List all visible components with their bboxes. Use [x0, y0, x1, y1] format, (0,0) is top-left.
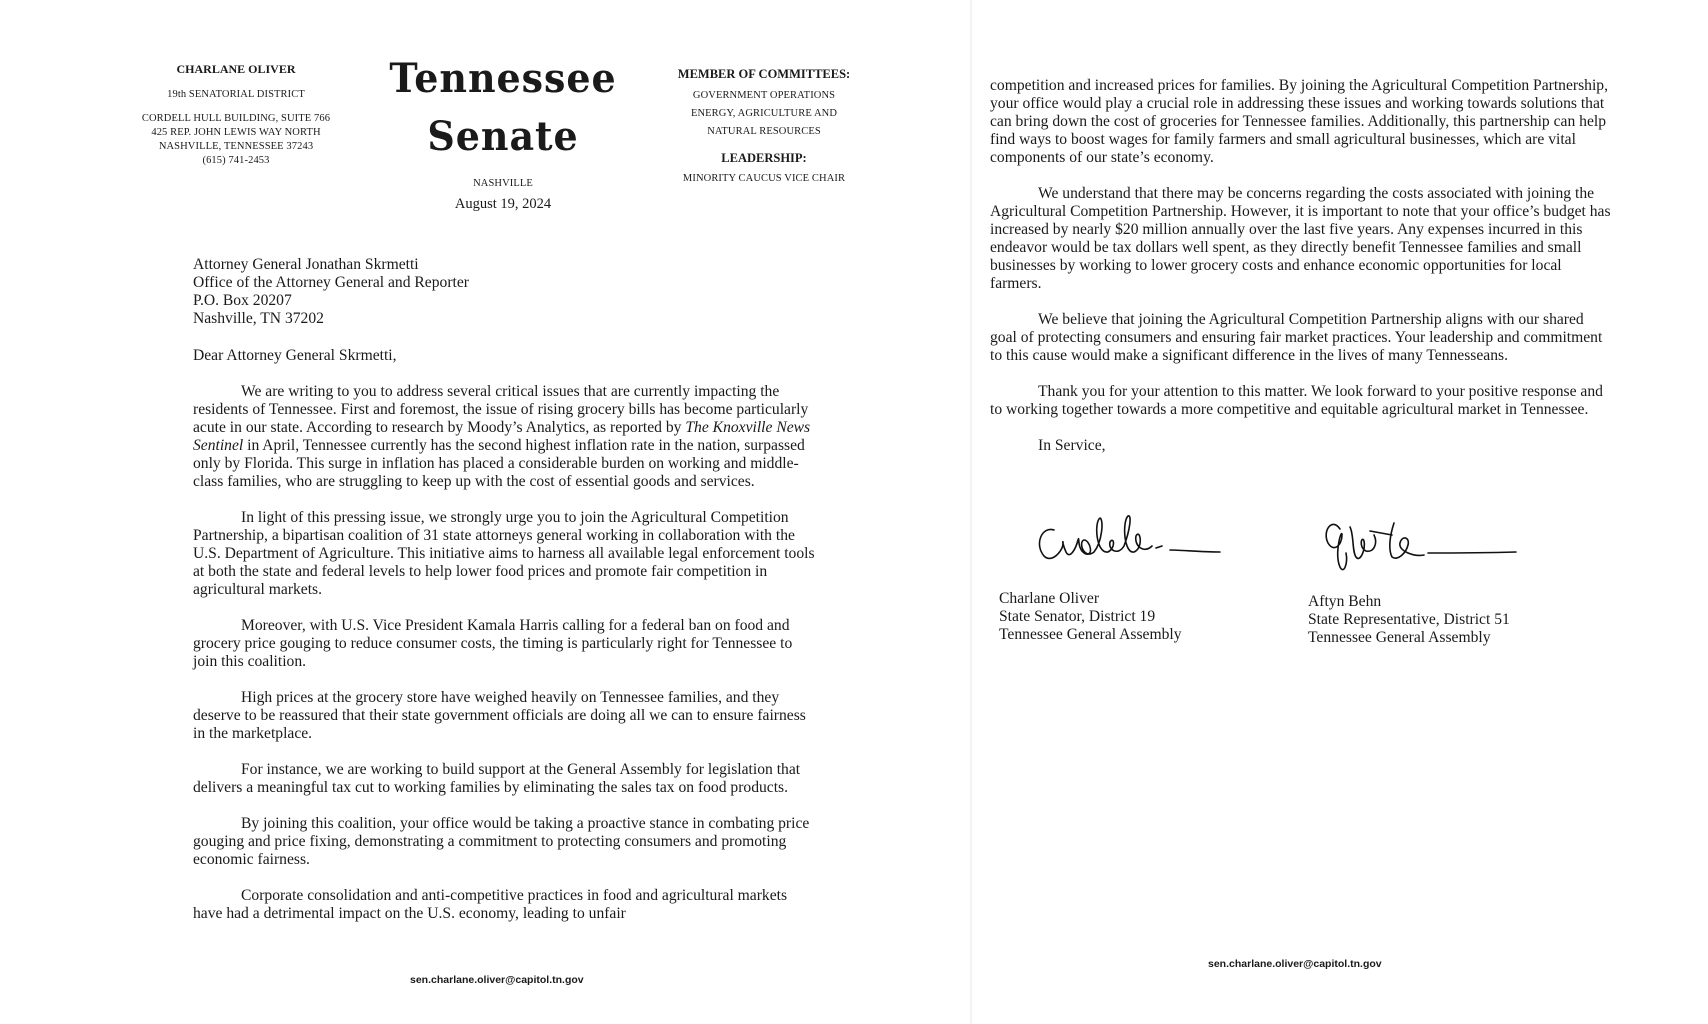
- recipient-line: Office of the Attorney General and Reporter: [193, 274, 469, 291]
- body-paragraph: Moreover, with U.S. Vice President Kamala Harris calling for a federal ban on food and grocery price gouging to reduce consumer costs, the timing is particularly right for Tennessee to join this coalition.: [193, 617, 793, 670]
- closing: In Service,: [1038, 437, 1106, 454]
- signer-org: Tennessee General Assembly: [1308, 629, 1491, 646]
- address-line: CORDELL HULL BUILDING, SUITE 766: [141, 113, 331, 124]
- senate-masthead: [374, 50, 632, 213]
- masthead-city: NASHVILLE: [473, 178, 533, 189]
- committee-block: [650, 67, 878, 186]
- signer-block-behn: [1308, 593, 1588, 647]
- recipient-line: P.O. Box 20207: [193, 292, 292, 309]
- letter-body-page-1: [193, 347, 815, 923]
- office-address: [120, 112, 352, 168]
- footer-email: sen.charlane.oliver@capitol.tn.gov: [1208, 958, 1382, 970]
- body-paragraph: We are writing to you to address several critical issues that are currently impacting the residents of Tennessee. First and foremost, the issue of rising grocery bills has become particularly acute in our state. According to research by Moody’s Analytics, as reported by The Knoxville News Sentinel in April, Tennessee currently has the second highest inflation rate in the nation, surpassed only by Florida. This surge in inflation has placed a considerable burden on working and middle-class families, who are struggling to keep up with the cost of essential goods and services.: [193, 383, 811, 490]
- signer-block-oliver: [999, 590, 1259, 644]
- signer-title: State Senator, District 19: [999, 608, 1156, 625]
- body-paragraph: Corporate consolidation and anti-competitive practices in food and agricultural markets have had a detrimental impact on the U.S. economy, leading to unfair: [193, 887, 788, 922]
- body-paragraph: By joining this coalition, your office would be taking a proactive stance in combating price gouging and price fixing, demonstrating a commitment to protecting consumers and promoting economic fairness.: [193, 815, 810, 868]
- signer-title: State Representative, District 51: [1308, 611, 1510, 628]
- continued-paragraph: competition and increased prices for families. By joining the Agricultural Competition Partnership, your office would play a crucial role in addressing these issues and working towards solutions that can bring down the cost of groceries for Tennessee families. Additionally, this partnership can help find ways to boost wages for family farmers and small agricultural businesses, which are vital components of our state’s economy.: [990, 77, 1608, 166]
- body-paragraph: In light of this pressing issue, we strongly urge you to join the Agricultural Competition Partnership, a bipartisan coalition of 31 state attorneys general working in collaboration with the U.S. Department of Agriculture. This initiative aims to harness all available legal enforcement tools at both the state and federal levels to help lower food prices and promote fair competition in agricultural markets.: [193, 509, 815, 598]
- signer-name: Charlane Oliver: [999, 590, 1100, 607]
- committee-line: NATURAL RESOURCES: [707, 126, 821, 137]
- masthead-senate: Senate: [427, 113, 579, 160]
- recipient-address: [193, 256, 813, 328]
- committee-line: GOVERNMENT OPERATIONS: [692, 90, 836, 101]
- address-line: 425 REP. JOHN LEWIS WAY NORTH: [151, 127, 321, 138]
- signer-name: Aftyn Behn: [1308, 593, 1382, 610]
- signature-charlane-oliver: [1032, 500, 1222, 572]
- body-paragraph: High prices at the grocery store have weighed heavily on Tennessee families, and they deserve to be reassured that their state government officials are doing all we can to ensure fairness in the marketplace.: [193, 689, 806, 742]
- body-paragraph: For instance, we are working to build support at the General Assembly for legislation that delivers a meaningful tax cut to working families by eliminating the sales tax on food products.: [193, 761, 801, 796]
- committee-line: ENERGY, AGRICULTURE AND: [690, 108, 838, 119]
- senator-name: CHARLANE OLIVER: [176, 62, 296, 76]
- leadership-heading: LEADERSHIP:: [721, 151, 807, 165]
- newspaper-title: The Knoxville News Sentinel: [193, 419, 811, 454]
- body-paragraph: We believe that joining the Agricultural Competition Partnership aligns with our shared goal of protecting consumers and ensuring fair market practices. Your leadership and commitment to this cause would make a significant difference in the lives of many Tennesseans.: [990, 311, 1603, 364]
- letter-page-2: [972, 0, 1708, 1024]
- body-paragraph: Thank you for your attention to this matter. We look forward to your positive response and to working together towards a more competitive and equitable agricultural market in Tennessee.: [990, 383, 1603, 418]
- signature-aftyn-behn: [1318, 505, 1518, 585]
- address-line: NASHVILLE, TENNESSEE 37243: [158, 141, 314, 152]
- recipient-line: Attorney General Jonathan Skrmetti: [193, 256, 419, 273]
- phone-number: (615) 741-2453: [202, 155, 270, 166]
- signer-org: Tennessee General Assembly: [999, 626, 1182, 643]
- recipient-line: Nashville, TN 37202: [193, 310, 324, 327]
- leadership-role: MINORITY CAUCUS VICE CHAIR: [682, 173, 846, 184]
- masthead-tennessee: Tennessee: [389, 55, 617, 102]
- senatorial-district: 19th SENATORIAL DISTRICT: [167, 89, 305, 100]
- body-paragraph: We understand that there may be concerns regarding the costs associated with joining the Agricultural Competition Partnership. However, it is important to note that your office’s budget has increased by nearly $20 million annually over the last five years. Any expenses incurred in this endeavor would be tax dollars well spent, as they directly benefit Tennessee families and small businesses by working to lower grocery costs and enhance economic opportunities for local farmers.: [990, 185, 1611, 292]
- letter-body-page-2: [990, 77, 1612, 455]
- senator-contact-block: [120, 62, 352, 168]
- footer-email: sen.charlane.oliver@capitol.tn.gov: [410, 974, 584, 986]
- letter-date: August 19, 2024: [454, 196, 552, 212]
- salutation: Dear Attorney General Skrmetti,: [193, 347, 397, 364]
- committees-heading: MEMBER OF COMMITTEES:: [677, 67, 851, 81]
